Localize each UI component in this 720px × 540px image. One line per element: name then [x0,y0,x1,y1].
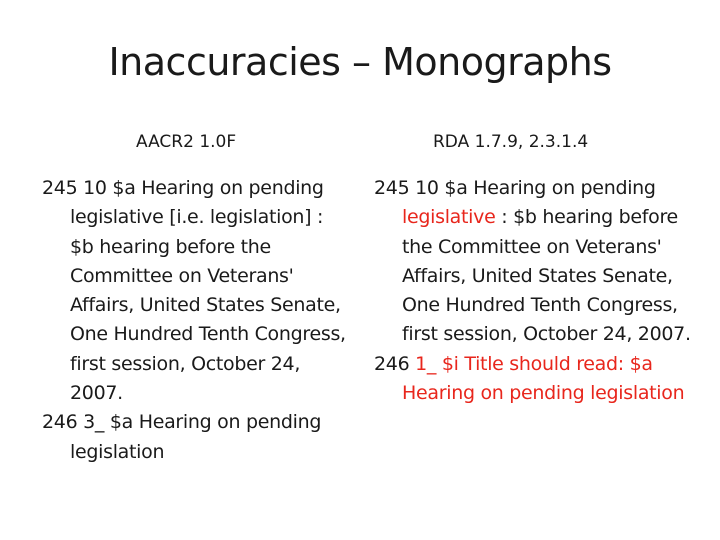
slide-title: Inaccuracies – Monographs [108,40,612,84]
aacr2-column [42,174,352,467]
aacr2-column-header: AACR2 1.0F [136,132,237,152]
rda-entry-246-highlight: 1_ $i Title should read: $a Hearing on pending legislation [402,352,685,405]
rda-entry-245-highlight: legislative [402,206,496,229]
rda-column-header: RDA 1.7.9, 2.3.1.4 [433,132,589,152]
aacr2-entry-246: 246 3_ $a Hearing on pending legislation [42,411,322,463]
rda-entry-245-suffix: : $b hearing before the Committee on Veterans' Affairs, United States Senate, One Hundred Tenth Congress, first session, October 24, 2007. [402,206,691,346]
rda-entry-246 [374,350,694,409]
rda-entry-245-prefix: 245 10 $a Hearing on pending [374,177,656,199]
rda-entry-245 [374,174,694,350]
aacr2-entry-245: 245 10 $a Hearing on pending legislative [i.e. legislation] : $b hearing before the Committee on Veterans' Affairs, United States Senate, One Hundred Tenth Congress, first session, October 24, 2007. [42,177,346,405]
rda-column [374,174,694,408]
rda-entry-246-prefix: 246 [374,352,416,375]
